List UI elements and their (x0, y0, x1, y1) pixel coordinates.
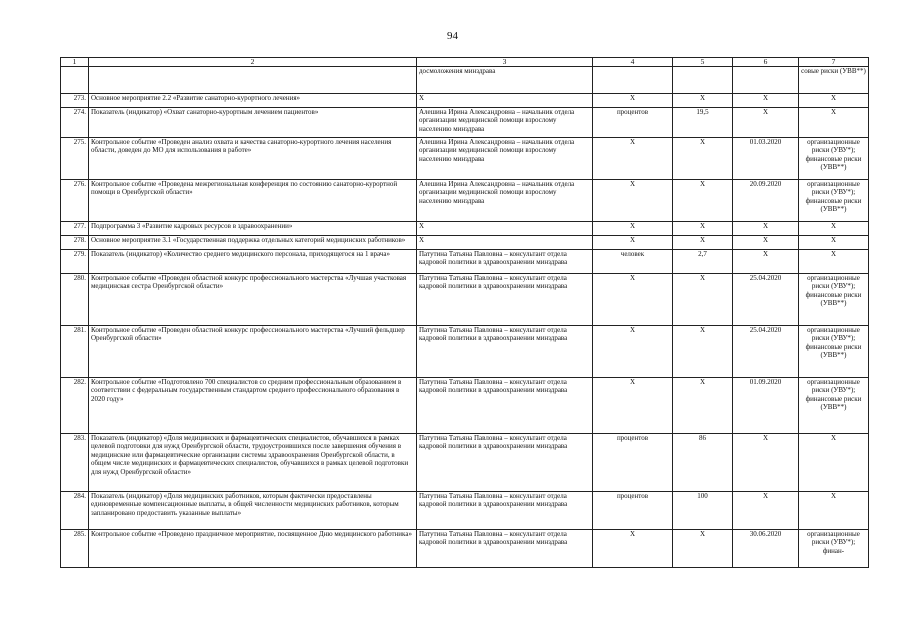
unit-cell: X (593, 222, 673, 236)
row-number-cell: 279. (61, 250, 89, 274)
deadline-cell: X (733, 108, 799, 138)
risks-cell: X (799, 108, 869, 138)
value-cell: 100 (673, 492, 733, 530)
row-number-cell: 284. (61, 492, 89, 530)
table-row (61, 138, 869, 180)
item-name-cell: Показатель (индикатор) «Количество среднего медицинского персонала, приходящегося на 1 врача» (89, 250, 417, 274)
table-row (61, 250, 869, 274)
row-number-cell: 283. (61, 434, 89, 492)
value-cell: 2,7 (673, 250, 733, 274)
table-row (61, 94, 869, 108)
row-number-cell: 275. (61, 138, 89, 180)
row-number-cell: 281. (61, 326, 89, 378)
item-name-cell: Контрольное событие «Подготовлено 700 специалистов со средним профессиональным образованием в соответствии с федеральным государственным стандартом среднего профессионального образования в 2020 году» (89, 378, 417, 434)
responsible-cell: X (417, 222, 593, 236)
risks-cell: X (799, 236, 869, 250)
item-name-cell: Контрольное событие «Проведено праздничное мероприятие, посвященное Дню медицинского работника» (89, 530, 417, 568)
risks-cell: организационные риски (УВУ*); финансовые риски (УВВ**) (799, 138, 869, 180)
deadline-cell: X (733, 492, 799, 530)
item-name-cell: Подпрограмма 3 «Развитие кадровых ресурсов в здравоохранении» (89, 222, 417, 236)
item-name-cell: Показатель (индикатор) «Доля медицинских работников, которым фактически предоставлены единовременные компенсационные выплаты, в общей численности медицинских работников, которым запланировано предоставить указанные выплаты» (89, 492, 417, 530)
value-cell: X (673, 222, 733, 236)
table-row (61, 530, 869, 568)
row-number-cell (61, 67, 89, 94)
column-header: 6 (733, 58, 799, 67)
value-cell: X (673, 138, 733, 180)
deadline-cell: 20.09.2020 (733, 180, 799, 222)
item-name-cell: Основное мероприятие 2.2 «Развитие санаторно-курортного лечения» (89, 94, 417, 108)
unit-cell: X (593, 326, 673, 378)
table-row (61, 222, 869, 236)
responsible-cell: Алешина Ирина Александровна – начальник отдела организации медицинской помощи взрослому населению минздрава (417, 108, 593, 138)
responsible-cell: Патутина Татьяна Павловна – консультант отдела кадровой политики в здравоохранении минздрава (417, 326, 593, 378)
column-header: 1 (61, 58, 89, 67)
row-number-cell: 282. (61, 378, 89, 434)
deadline-cell: 25.04.2020 (733, 274, 799, 326)
deadline-cell (733, 67, 799, 94)
unit-cell: человек (593, 250, 673, 274)
risks-cell: X (799, 222, 869, 236)
unit-cell: процентов (593, 492, 673, 530)
unit-cell: процентов (593, 434, 673, 492)
column-header: 5 (673, 58, 733, 67)
row-number-cell: 276. (61, 180, 89, 222)
column-header: 2 (89, 58, 417, 67)
risks-cell: X (799, 492, 869, 530)
unit-cell: X (593, 274, 673, 326)
responsible-cell: Патутина Татьяна Павловна – консультант отдела кадровой политики в здравоохранении минздрава (417, 250, 593, 274)
risks-cell: организационные риски (УВУ*); финан- (799, 530, 869, 568)
risks-cell: X (799, 94, 869, 108)
deadline-cell: X (733, 236, 799, 250)
value-cell: X (673, 326, 733, 378)
control-events-table (60, 57, 869, 568)
row-number-cell: 277. (61, 222, 89, 236)
risks-cell: организационные риски (УВУ*); финансовые риски (УВВ**) (799, 326, 869, 378)
responsible-cell: Патутина Татьяна Павловна – консультант отдела кадровой политики в здравоохранении минздрава (417, 492, 593, 530)
risks-cell: организационные риски (УВУ*); финансовые риски (УВВ**) (799, 378, 869, 434)
table-row (61, 326, 869, 378)
value-cell: X (673, 94, 733, 108)
deadline-cell: X (733, 434, 799, 492)
table-row (61, 108, 869, 138)
responsible-cell: Патутина Татьяна Павловна – консультант отдела кадровой политики в здравоохранении минздрава (417, 274, 593, 326)
responsible-cell: X (417, 94, 593, 108)
deadline-cell: 30.06.2020 (733, 530, 799, 568)
item-name-cell: Основное мероприятие 3.1 «Государственная поддержка отдельных категорий медицинских работников» (89, 236, 417, 250)
value-cell: 19,5 (673, 108, 733, 138)
row-number-cell: 285. (61, 530, 89, 568)
unit-cell: X (593, 530, 673, 568)
risks-cell: X (799, 434, 869, 492)
unit-cell (593, 67, 673, 94)
unit-cell: X (593, 236, 673, 250)
deadline-cell: X (733, 250, 799, 274)
risks-cell: X (799, 250, 869, 274)
unit-cell: X (593, 180, 673, 222)
unit-cell: X (593, 94, 673, 108)
responsible-cell: досмоложения минздрава (417, 67, 593, 94)
value-cell: X (673, 236, 733, 250)
value-cell: X (673, 378, 733, 434)
column-header: 7 (799, 58, 869, 67)
table-row (61, 434, 869, 492)
item-name-cell: Контрольное событие «Проведена межрегиональная конференция по состоянию санаторно-курортной помощи в Оренбургской области» (89, 180, 417, 222)
value-cell (673, 67, 733, 94)
responsible-cell: Алешина Ирина Александровна – начальник отдела организации медицинской помощи взрослому населению минздрава (417, 138, 593, 180)
row-number-cell: 274. (61, 108, 89, 138)
table-row (61, 274, 869, 326)
deadline-cell: 01.03.2020 (733, 138, 799, 180)
item-name-cell: Показатель (индикатор) «Доля медицинских и фармацевтических специалистов, обучавшихся в рамках целевой подготовки для нужд Оренбургской области, трудоустроившихся после завершения обучения в медицинские или фармацевтические организации системы здравоохранения Оренбургской области, в общем числе медицинских и фармацевтических специалистов, обучавшихся в рамках целевой подготовки для нужд Оренбургской области» (89, 434, 417, 492)
row-number-cell: 278. (61, 236, 89, 250)
risks-cell: совые риски (УВВ**) (799, 67, 869, 94)
responsible-cell: X (417, 236, 593, 250)
deadline-cell: X (733, 222, 799, 236)
item-name-cell: Контрольное событие «Проведен областной конкурс профессионального мастерства «Лучший фельдшер Оренбургской области» (89, 326, 417, 378)
deadline-cell: X (733, 94, 799, 108)
column-header: 4 (593, 58, 673, 67)
row-number-cell: 273. (61, 94, 89, 108)
deadline-cell: 01.09.2020 (733, 378, 799, 434)
item-name-cell: Контрольное событие «Проведен областной конкурс профессионального мастерства «Лучшая участковая медицинская сестра Оренбургской области» (89, 274, 417, 326)
responsible-cell: Патутина Татьяна Павловна – консультант отдела кадровой политики в здравоохранении минздрава (417, 530, 593, 568)
table-row (61, 180, 869, 222)
column-header: 3 (417, 58, 593, 67)
responsible-cell: Патутина Татьяна Павловна – консультант отдела кадровой политики в здравоохранении минздрава (417, 434, 593, 492)
responsible-cell: Патутина Татьяна Павловна – консультант отдела кадровой политики в здравоохранении минздрава (417, 378, 593, 434)
unit-cell: X (593, 138, 673, 180)
table-row (61, 67, 869, 94)
risks-cell: организационные риски (УВУ*); финансовые риски (УВВ**) (799, 274, 869, 326)
table-row (61, 236, 869, 250)
item-name-cell (89, 67, 417, 94)
value-cell: X (673, 530, 733, 568)
row-number-cell: 280. (61, 274, 89, 326)
deadline-cell: 25.04.2020 (733, 326, 799, 378)
table-row (61, 378, 869, 434)
value-cell: 86 (673, 434, 733, 492)
risks-cell: организационные риски (УВУ*); финансовые риски (УВВ**) (799, 180, 869, 222)
table-row (61, 492, 869, 530)
responsible-cell: Алешина Ирина Александровна – начальник отдела организации медицинской помощи взрослому населению минздрава (417, 180, 593, 222)
item-name-cell: Контрольное событие «Проведен анализ охвата и качества санаторно-курортного лечения населения области, доведен до МО для использования в работе» (89, 138, 417, 180)
header-row (61, 58, 869, 67)
page-number: 94 (447, 30, 458, 42)
unit-cell: X (593, 378, 673, 434)
unit-cell: процентов (593, 108, 673, 138)
item-name-cell: Показатель (индикатор) «Охват санаторно-курортным лечением пациентов» (89, 108, 417, 138)
value-cell: X (673, 274, 733, 326)
value-cell: X (673, 180, 733, 222)
